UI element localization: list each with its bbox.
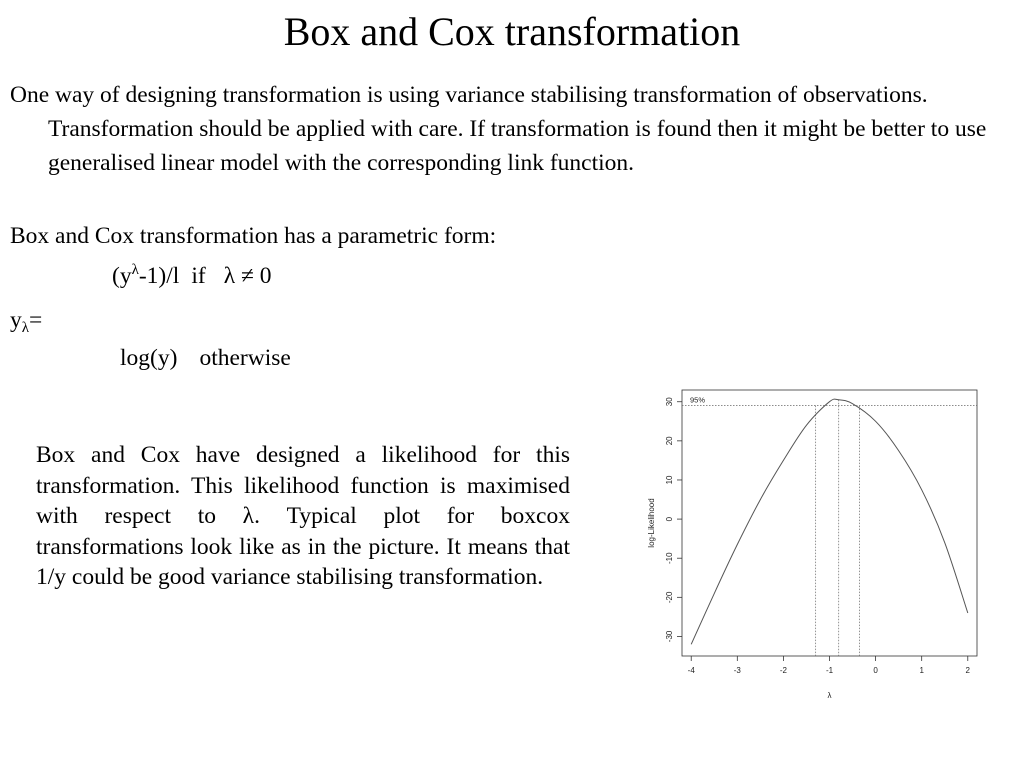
x-tick-label: 1 bbox=[919, 666, 924, 675]
ci-annotation: 95% bbox=[690, 395, 706, 405]
x-tick-label: 0 bbox=[873, 666, 878, 675]
x-tick-label: -1 bbox=[825, 666, 834, 675]
y-tick-label: 0 bbox=[665, 516, 674, 522]
intro-paragraph: One way of designing transformation is using variance stabilising transformation of observations. Transformation should be applied with care. If transformation is found then it might be better to use generalised linear model with the corresponding link function. bbox=[10, 82, 987, 176]
equals-sign: = bbox=[29, 307, 43, 333]
y-tick-label: -10 bbox=[665, 552, 674, 564]
y-tick-label: 20 bbox=[665, 436, 674, 446]
formula-lhs-rest: -1)/l bbox=[138, 263, 180, 289]
x-tick-label: 2 bbox=[965, 666, 971, 675]
x-tick-label: -4 bbox=[687, 666, 695, 675]
y-tick-label: -30 bbox=[665, 630, 674, 643]
x-tick-label: -3 bbox=[733, 666, 741, 675]
formula-condition: λ ≠ 0 bbox=[223, 263, 272, 289]
y-axis-label: log-Likelihood bbox=[647, 498, 656, 548]
x-axis-label: λ bbox=[827, 691, 832, 700]
x-tick-label: -2 bbox=[779, 666, 787, 675]
parametric-form-intro: Box and Cox transformation has a parametric form: bbox=[10, 223, 497, 249]
formula-otherwise-word: otherwise bbox=[199, 345, 291, 371]
log-likelihood-curve bbox=[691, 399, 968, 644]
formula-case-otherwise bbox=[120, 342, 291, 374]
likelihood-text-part2: . Typical plot for boxcox transformations look like as in the picture. It means that 1/y could be good variance stabilising transformation. bbox=[36, 503, 570, 590]
y-lambda-definition bbox=[10, 304, 42, 336]
formula-log-expression: log(y) bbox=[120, 345, 178, 371]
formula-lambda-exponent: λ bbox=[131, 262, 139, 278]
likelihood-paragraph bbox=[36, 440, 570, 593]
y-symbol: y bbox=[10, 307, 22, 333]
boxcox-likelihood-chart bbox=[630, 380, 990, 710]
y-lambda-subscript: λ bbox=[21, 320, 30, 336]
y-tick-label: 10 bbox=[665, 475, 674, 485]
plot-frame bbox=[682, 390, 977, 656]
formula-case-lambda-nonzero bbox=[112, 260, 271, 292]
slide-title: Box and Cox transformation bbox=[283, 9, 741, 54]
formula-lhs-open: (y bbox=[112, 263, 132, 289]
y-tick-label: -20 bbox=[665, 591, 674, 604]
formula-if-word: if bbox=[191, 263, 206, 289]
y-tick-label: 30 bbox=[665, 397, 674, 407]
likelihood-text-part1: Box and Cox have designed a likelihood for this transformation. This likelihood function is maximised with respect to bbox=[36, 442, 570, 529]
lambda-symbol: λ bbox=[242, 503, 255, 529]
